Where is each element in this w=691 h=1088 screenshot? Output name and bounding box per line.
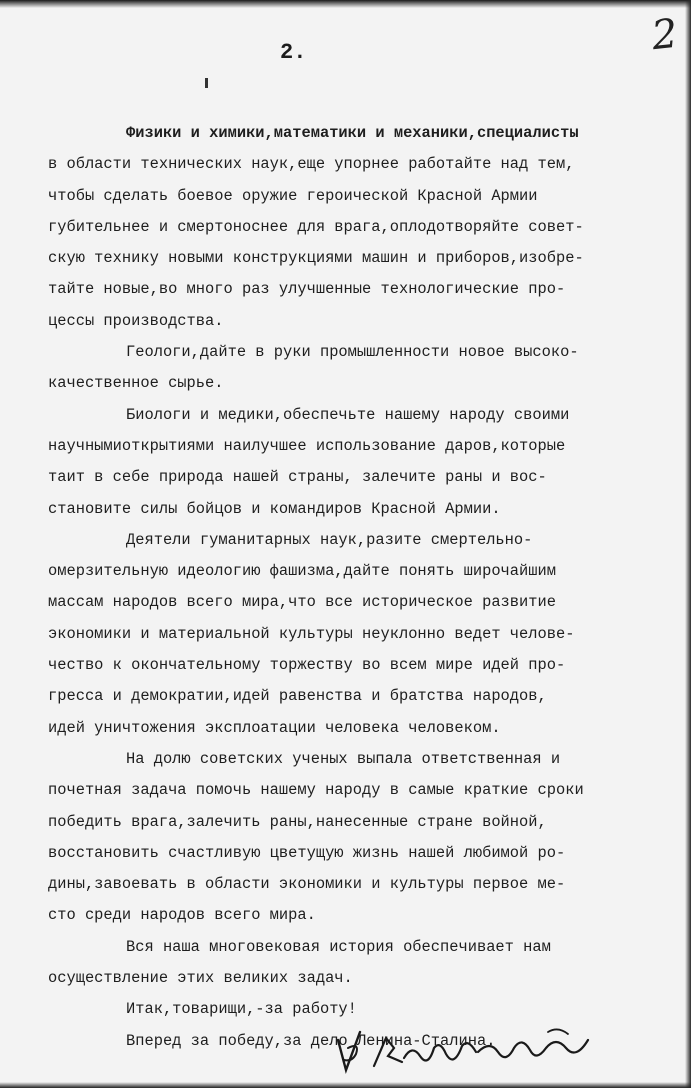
text-line: экономики и материальной культуры неуклонно ведет челове- [48, 624, 575, 643]
text-line: восстановить счастливую цветущую жизнь нашей любимой ро- [48, 843, 566, 862]
document-body [48, 118, 663, 1057]
text-line: в области технических наук,еще упорнее работайте над тем, [48, 155, 575, 174]
page-number: 2. [280, 40, 307, 65]
text-line: сто среди народов всего мира. [48, 906, 316, 925]
text-line: дины,завоевать в области экономики и культуры первое ме- [48, 875, 566, 894]
text-line: осуществление этих великих задач. [48, 969, 353, 988]
text-line: Вся наша многовековая история обеспечивает нам [126, 937, 551, 956]
text-line: массам народов всего мира,что все историческое развитие [48, 593, 556, 612]
text-line: тайте новые,во много раз улучшенные технологические про- [48, 280, 566, 299]
text-line: становите силы бойцов и командиров Красной Армии. [48, 499, 501, 518]
text-line: гресса и демократии,идей равенства и братства народов, [48, 687, 547, 706]
scan-edge-bottom [0, 1082, 691, 1088]
text-line: качественное сырье. [48, 374, 224, 393]
text-line: научнымиоткрытиями наилучшее использование даров,которые [48, 436, 566, 455]
text-line: почетная задача помочь нашему народу в самые краткие сроки [48, 781, 584, 800]
text-line: Деятели гуманитарных наук,разите смертельно- [126, 530, 533, 549]
text-line: Геологи,дайте в руки промышленности новое высоко- [126, 343, 579, 362]
text-line: Биологи и медики,обеспечьте нашему народу своими [126, 405, 570, 424]
handwritten-signature [330, 1018, 600, 1078]
text-line: Физики и химики,математики и механики,специалисты [126, 124, 579, 142]
text-line: омерзительную идеологию фашизма,дайте понять широчайшим [48, 562, 556, 581]
text-line: чтобы сделать боевое оружие героической Красной Армии [48, 186, 538, 205]
text-line: губительнее и смертоноснее для врага,оплодотворяйте совет- [48, 217, 584, 236]
scan-edge-top [0, 0, 691, 8]
text-line: победить врага,залечить раны,нанесенные стране войной, [48, 812, 547, 831]
text-line: Итак,товарищи,-за работу! [126, 1000, 357, 1019]
text-line: идей уничтожения эксплоатации человека человеком. [48, 718, 501, 737]
text-line: таит в себе природа нашей страны, залечите раны и вос- [48, 468, 547, 487]
text-line: скую технику новыми конструкциями машин и приборов,изобре- [48, 249, 584, 268]
scan-edge-right [685, 0, 691, 1088]
text-line: цессы производства. [48, 311, 224, 330]
handwritten-page-number: 2 [649, 10, 680, 60]
margin-tick-mark [205, 78, 208, 88]
text-line: На долю советских ученых выпала ответственная и [126, 749, 561, 768]
text-line: Вперед за победу,за дело Ленина-Сталина. [126, 1031, 496, 1050]
text-line: чество к окончательному торжеству во всем мире идей про- [48, 656, 566, 675]
